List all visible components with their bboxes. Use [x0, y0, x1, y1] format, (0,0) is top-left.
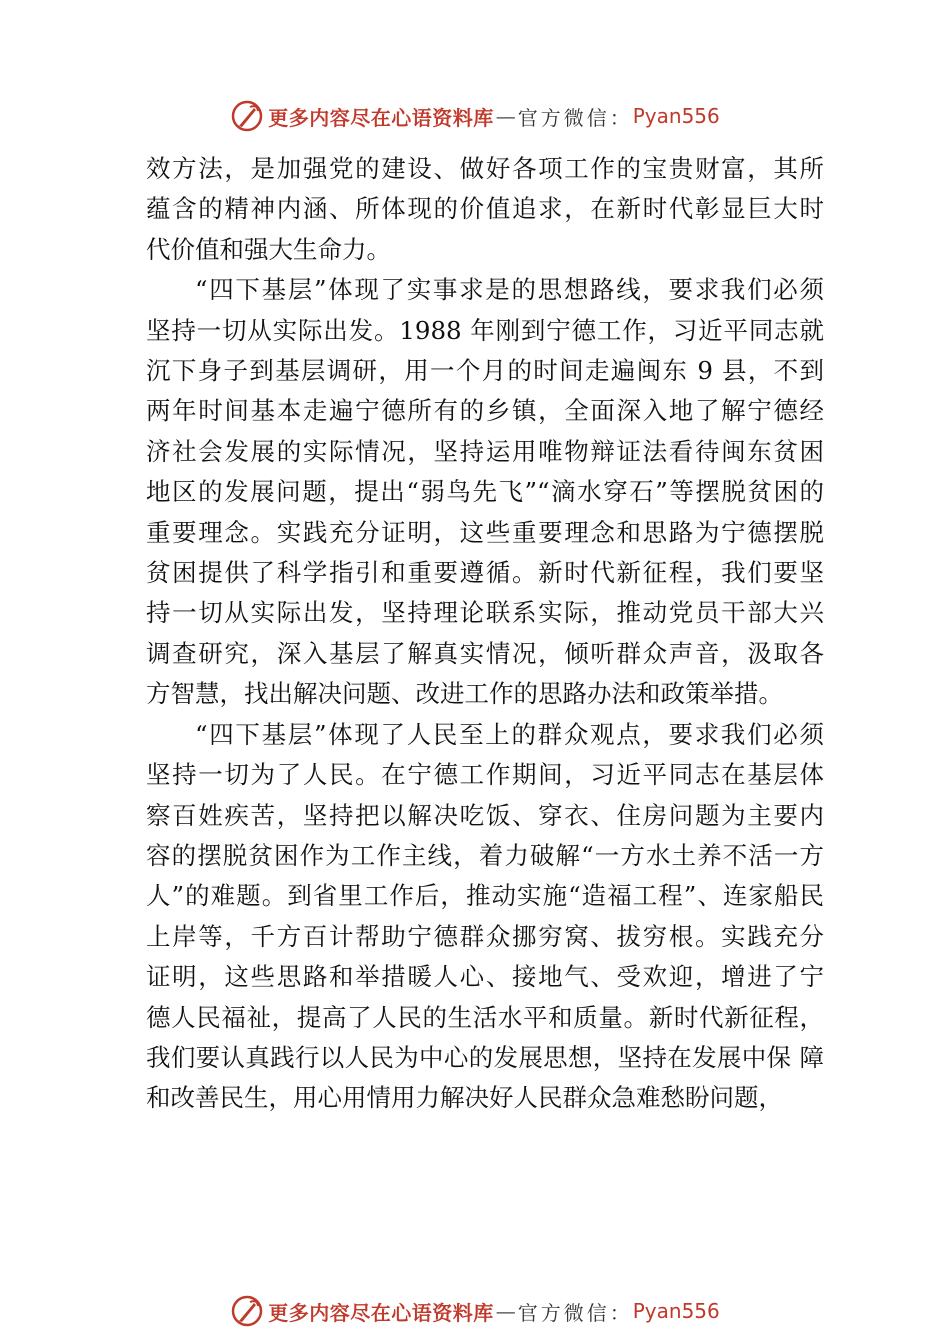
header-library-title: 更多内容尽在心语资料库: [268, 105, 494, 130]
text-line: 两年时间基本走遍宁德所有的乡镇，全面深入地了解宁德经: [146, 396, 824, 426]
text-line: 坚持一切为了人民。在宁德工作期间，习近平同志在基层体: [146, 760, 824, 790]
text-line: 代价值和强大生命力。: [146, 234, 391, 264]
footer-library-title: 更多内容尽在心语资料库: [268, 1300, 494, 1325]
text-line: 持一切从实际出发，坚持理论联系实际，推动党员干部大兴: [146, 598, 824, 628]
text-line: 证明，这些思路和举措暖人心、接地气、受欢迎，增进了宁: [146, 962, 824, 992]
paragraph-3: [146, 715, 824, 1119]
footer-separator: —: [495, 1299, 516, 1323]
text-line: 地区的发展问题，提出“弱鸟先飞”“滴水穿石”等摆脱贫困的: [146, 477, 824, 507]
text-line: 和改善民生，用心用情用力解决好人民群众急难愁盼问题，: [146, 1083, 783, 1113]
text-line: 蕴含的精神内涵、所体现的价值追求，在新时代彰显巨大时: [146, 194, 824, 224]
text-line: 我们要认真践行以人民为中心的发展思想，坚持在发展中保 障: [146, 1042, 824, 1072]
footer-wechat-id: Pyan556: [632, 1299, 720, 1323]
text-line: 调查研究，深入基层了解真实情况，倾听群众声音，汲取各: [146, 638, 824, 668]
header-separator: —: [495, 104, 516, 128]
text-line: 沉下身子到基层调研，用一个月的时间走遍闽东 9 县，不到: [146, 356, 824, 386]
text-line: 方智慧，找出解决问题、改进工作的思路办法和政策举措。: [146, 679, 783, 709]
text-line: 济社会发展的实际情况，坚持运用唯物辩证法看待闽东贫困: [146, 436, 824, 466]
paragraph-2: [146, 270, 824, 714]
text-line: 重要理念。实践充分证明，这些重要理念和思路为宁德摆脱: [146, 517, 824, 547]
header-wechat-id: Pyan556: [632, 104, 720, 128]
quill-pen-logo-icon: [230, 1294, 264, 1328]
page-header-banner: [0, 96, 950, 136]
text-line: 人”的难题。到省里工作后，推动实施“造福工程”、连家船民: [146, 881, 824, 911]
text-line: 效方法，是加强党的建设、做好各项工作的宝贵财富，其所: [146, 154, 824, 183]
text-line: 容的摆脱贫困作为工作主线，着力破解“一方水土养不活一方: [146, 840, 824, 870]
text-line: 察百姓疾苦，坚持把以解决吃饭、穿衣、住房问题为主要内: [146, 800, 824, 830]
text-line: 贫困提供了科学指引和重要遵循。新时代新征程，我们要坚: [146, 558, 824, 588]
text-line: “四下基层”体现了人民至上的群众观点，要求我们必须: [195, 719, 824, 749]
text-line: “四下基层”体现了实事求是的思想路线，要求我们必须: [195, 275, 824, 305]
text-line: 坚持一切从实际出发。1988 年刚到宁德工作，习近平同志就: [146, 315, 824, 345]
footer-wechat-label: 官方微信：: [517, 1300, 633, 1325]
page-footer-banner: [0, 1291, 950, 1331]
header-wechat-label: 官方微信：: [517, 105, 633, 130]
text-line: 德人民福祉，提高了人民的生活水平和质量。新时代新征程，: [146, 1002, 824, 1032]
document-body: [146, 149, 824, 1119]
quill-pen-logo-icon: [230, 99, 264, 133]
text-line: 上岸等，千方百计帮助宁德群众挪穷窝、拔穷根。实践充分: [146, 921, 824, 951]
paragraph-1: [146, 149, 824, 270]
